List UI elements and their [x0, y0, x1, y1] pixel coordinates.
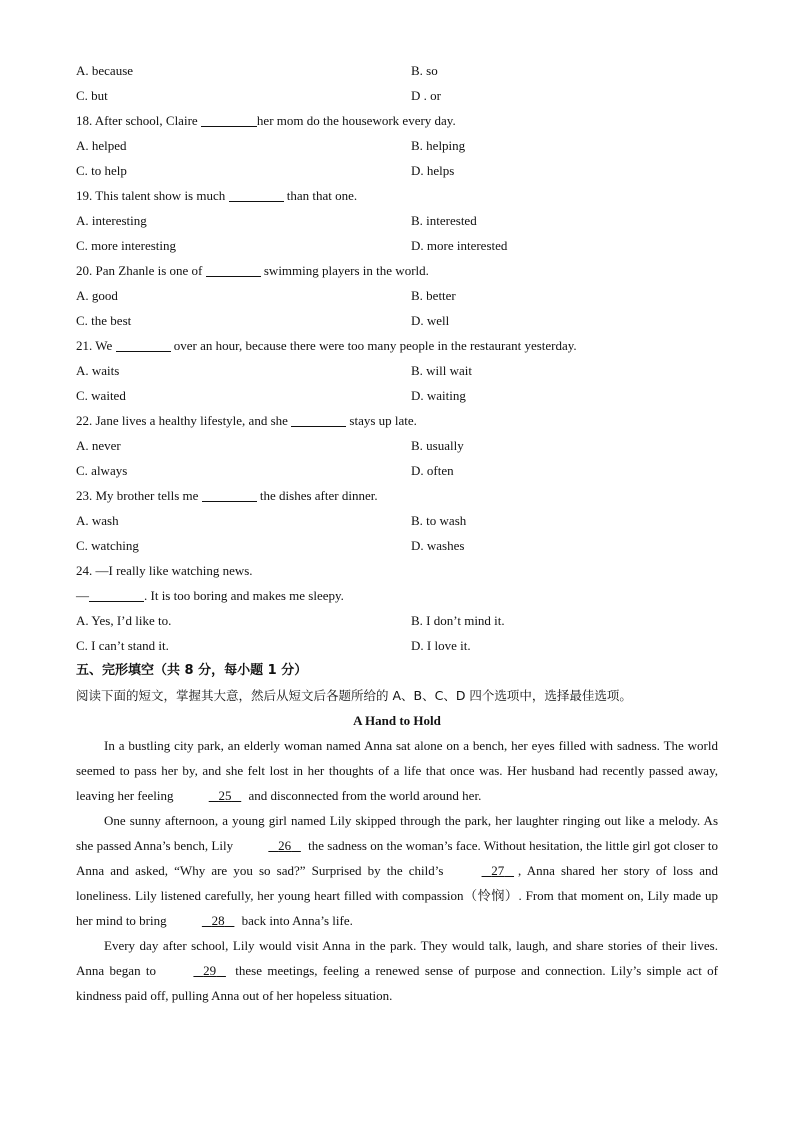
- blank-29: [161, 958, 230, 983]
- blank-number: 25: [218, 788, 232, 803]
- q22-option-a: A. never: [76, 438, 121, 453]
- q20-blank: [206, 262, 261, 277]
- passage-paragraph-3: [76, 933, 718, 1008]
- passage-paragraph-1: [76, 733, 718, 808]
- q20-text-before: 20. Pan Zhanle is one of: [76, 263, 206, 278]
- q21-blank: [116, 337, 171, 352]
- q21-text-after: over an hour, because there were too many people in the restaurant yesterday.: [170, 338, 577, 353]
- q24-option-a: A. Yes, I’d like to.: [76, 613, 172, 628]
- q18-options-row2: [76, 158, 718, 183]
- q22-option-b: B. usually: [411, 438, 464, 453]
- q19-option-d: D. more interested: [411, 238, 508, 253]
- q21-options-row2: [76, 383, 718, 408]
- q18-option-a: A. helped: [76, 138, 127, 153]
- q21-stem: [76, 333, 718, 358]
- q24-dash: —: [76, 588, 89, 603]
- q24-option-d: D. I love it.: [411, 638, 471, 653]
- q20-option-a: A. good: [76, 288, 118, 303]
- blank-number: 28: [211, 913, 225, 928]
- exam-page: [76, 58, 718, 1008]
- q19-options-row2: [76, 233, 718, 258]
- q22-blank: [291, 412, 346, 427]
- q20-option-b: B. better: [411, 288, 456, 303]
- q22-options-row2: [76, 458, 718, 483]
- q19-blank: [229, 187, 284, 202]
- q19-options-row1: [76, 208, 718, 233]
- passage-text: , Anna shared her story of loss and loneliness. Lily listened carefully, her young heart filled with compassion（怜悯）. From that moment on, Lily made up her mind to bring: [76, 863, 718, 928]
- q19-option-c: C. more interesting: [76, 238, 177, 253]
- q17-options-row2: [76, 83, 718, 108]
- q17-option-a: A. because: [76, 63, 134, 78]
- q23-stem: [76, 483, 718, 508]
- q24-options-row1: [76, 608, 718, 633]
- q19-option-a: A. interesting: [76, 213, 147, 228]
- passage-text: back into Anna’s life.: [238, 913, 353, 928]
- q21-options-row1: [76, 358, 718, 383]
- q19-text-after: than that one.: [283, 188, 358, 203]
- passage-text: In a bustling city park, an elderly woman named Anna sat alone on a bench, her eyes filled with sadness. The world seemed to pass her by, and she felt lost in her thoughts of a life that once was. Her husband had recently passed away, leaving her feeling: [76, 738, 718, 803]
- q20-options-row2: [76, 308, 718, 333]
- q22-options-row1: [76, 433, 718, 458]
- passage-title: A Hand to Hold: [353, 713, 441, 728]
- q24-option-b: B. I don’t mind it.: [411, 613, 505, 628]
- q24-stem-line1: 24. —I really like watching news.: [76, 563, 253, 578]
- q24-stem-line2: [76, 583, 718, 608]
- q24-options-row2: [76, 633, 718, 658]
- q23-option-b: B. to wash: [411, 513, 467, 528]
- q22-option-d: D. often: [411, 463, 454, 478]
- blank-25: [177, 783, 246, 808]
- passage-paragraph-2: [76, 808, 718, 933]
- q21-option-d: D. waiting: [411, 388, 466, 403]
- q23-option-d: D. washes: [411, 538, 465, 553]
- q19-option-b: B. interested: [411, 213, 477, 228]
- q18-blank: [201, 112, 257, 127]
- passage-text: the sadness on the woman’s face. Without hesitation, the little girl got closer to Anna and asked, “Why are you so sad?” Surprised by the child’s: [76, 838, 718, 878]
- q20-stem: [76, 258, 718, 283]
- q21-text-before: 21. We: [76, 338, 116, 353]
- passage-text: these meetings, feeling a renewed sense of purpose and connection. Lily’s simple act of kindness paid off, pulling Anna out of her hopeless situation.: [76, 963, 719, 1003]
- q24-blank: [89, 587, 144, 602]
- q21-option-a: A. waits: [76, 363, 120, 378]
- q20-text-after: swimming players in the world.: [260, 263, 429, 278]
- q24-option-c: C. I can’t stand it.: [76, 638, 169, 653]
- q18-text-after: her mom do the housework every day.: [256, 113, 456, 128]
- q18-text-before: 18. After school, Claire: [76, 113, 201, 128]
- q23-option-a: A. wash: [76, 513, 119, 528]
- q22-text-after: stays up late.: [346, 413, 417, 428]
- q23-options-row1: [76, 508, 718, 533]
- q21-option-b: B. will wait: [411, 363, 473, 378]
- section-heading: 五、完形填空（共 8 分，每小题 1 分）: [76, 663, 308, 678]
- q18-option-b: B. helping: [411, 138, 466, 153]
- section-instruction: 阅读下面的短文，掌握其大意，然后从短文后各题所给的 A、B、C、D 四个选项中，选择最佳选项。: [76, 688, 632, 703]
- q24-text-after: . It is too boring and makes me sleepy.: [144, 588, 344, 603]
- passage-text: and disconnected from the world around her.: [245, 788, 482, 803]
- q21-option-c: C. waited: [76, 388, 126, 403]
- passage-text: One sunny afternoon, a young girl named Lily skipped through the park, her laughter ringing out like a melody. As she passed Anna’s bench, Lily: [76, 813, 718, 853]
- q22-text-before: 22. Jane lives a healthy lifestyle, and she: [76, 413, 292, 428]
- q23-text-after: the dishes after dinner.: [256, 488, 378, 503]
- blank-number: 29: [203, 963, 217, 978]
- q17-options-row1: [76, 58, 718, 83]
- q18-stem: [76, 108, 718, 133]
- q23-option-c: C. watching: [76, 538, 139, 553]
- blank-28: [170, 908, 239, 933]
- q22-stem: [76, 408, 718, 433]
- q20-options-row1: [76, 283, 718, 308]
- q19-text-before: 19. This talent show is much: [76, 188, 229, 203]
- q23-blank: [202, 487, 257, 502]
- q18-option-d: D. helps: [411, 163, 455, 178]
- q17-option-c: C. but: [76, 88, 108, 103]
- q17-option-b: B. so: [411, 63, 438, 78]
- blank-27: [450, 858, 519, 883]
- q23-text-before: 23. My brother tells me: [76, 488, 202, 503]
- q17-option-d: D . or: [411, 88, 441, 103]
- q22-option-c: C. always: [76, 463, 128, 478]
- blank-number: 27: [491, 863, 505, 878]
- q18-option-c: C. to help: [76, 163, 127, 178]
- passage-text: Every day after school, Lily would visit Anna in the park. They would talk, laugh, and share stories of their lives. Anna began to: [76, 938, 718, 978]
- passage: [76, 733, 718, 1008]
- q19-stem: [76, 183, 718, 208]
- q18-options-row1: [76, 133, 718, 158]
- q23-options-row2: [76, 533, 718, 558]
- q20-option-d: D. well: [411, 313, 450, 328]
- blank-number: 26: [278, 838, 292, 853]
- blank-26: [236, 833, 305, 858]
- q20-option-c: C. the best: [76, 313, 132, 328]
